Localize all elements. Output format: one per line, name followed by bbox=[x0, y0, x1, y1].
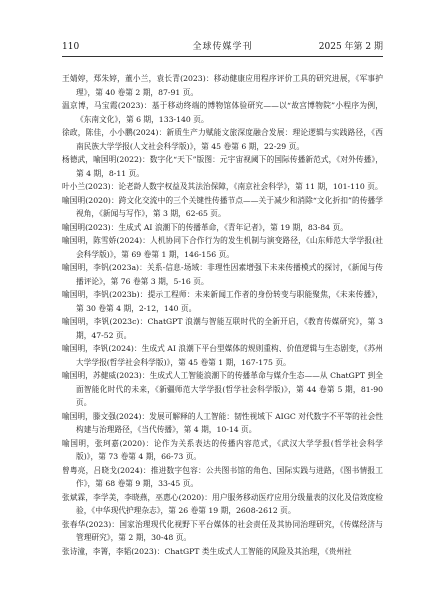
reference-entry: 喻国明，李钒(2023c)：ChatGPT 浪潮与智能互联时代的全新开启，《教育传媒研究》，第 3 期，47-52 页。 bbox=[62, 317, 383, 340]
reference-entry: 喻国明，李钒(2023b)：提示工程师：未来新闻工作者的身份转变与职能聚焦，《未来传播》，第 30 卷第 4 期，2-12，140 页。 bbox=[62, 290, 383, 313]
reference-entry: 杨德武，喻国明(2022)：数字化“天下”版图：元宇宙视阈下的国际传播新范式，《对外传播》，第 4 期，8-11 页。 bbox=[62, 155, 383, 178]
journal-title: 全球传媒学刊 bbox=[192, 42, 253, 52]
reference-entry: 喻国明，滕文强(2024)：发展可解释的人工智能：韧性视域下 AIGC 对代数字不平等的社会性构建与治理路径，《当代传播》，第 4 期，10-14 页。 bbox=[62, 411, 383, 434]
reference-entry: 王婧婷，郑朱婷，董小兰，袁长青(2023)：移动健康应用程序评价工具的研究进展，《军事护理》，第 40 卷第 2 期，87-91 页。 bbox=[62, 74, 383, 97]
reference-entry: 曾粤亮，吕晓戈(2024)：推进数字包容：公共图书馆的角色、国际实践与进路，《图书情报工作》，第 68 卷第 9 期，33-45 页。 bbox=[62, 465, 383, 488]
reference-entry: 喻国明(2023)：生成式 AI 浪潮下的传播革命，《青年记者》，第 19 期，83-84 页。 bbox=[62, 222, 348, 232]
issue-label: 2025 年第 2 期 bbox=[318, 42, 383, 52]
reference-entry: 徐政，陈佳，小小鹏(2024)：新质生产力赋能文旅深度融合发展：理论逻辑与实践路径，《西南民族大学学报(人文社会科学版)》，第 45 卷第 6 期，22-29 页。 bbox=[62, 128, 383, 151]
reference-entry: 喻国明，李钒(2024)：生成式 AI 浪潮下平台型媒体的规则重构、价值逻辑与生态剧变，《苏州大学学报(哲学社会科学版)》，第 45 卷第 1 期，167-175 页。 bbox=[62, 344, 383, 367]
reference-entry: 喻国明，李钒(2023a)：关系-信息-场域：非理性因素增强下未来传播模式的探讨，《新闻与传播评论》，第 76 卷第 3 期，5-16 页。 bbox=[62, 263, 383, 286]
reference-entry: 张斌霖，李学美，李晓燕，巫惠心(2020)：用户服务移动医疗应用分级量表的汉化及信效度检验，《中华现代护理杂志》，第 26 卷第 19 期，2608-2612 页。 bbox=[62, 492, 383, 515]
running-header bbox=[62, 40, 383, 57]
reference-list bbox=[62, 72, 383, 558]
page-number: 110 bbox=[62, 42, 80, 52]
reference-entry: 张春华(2023)：国家治理现代化视野下平台媒体的社会责任及其协同治理研究，《传媒经济与管理研究》，第 2 期，30-48 页。 bbox=[62, 519, 383, 542]
reference-entry: 张诗潼，李箐，李韬(2023)：ChatGPT 类生成式人工智能的风险及其治理，《贵州社 bbox=[62, 546, 352, 556]
reference-entry: 喻国明(2020)：跨文化交流中的三个关键性传播节点——关于减少和消除“文化折扣”的传播学视角，《新闻与写作》，第 3 期，62-65 页。 bbox=[62, 195, 383, 218]
reference-entry: 喻国明，苏健威(2023)：生成式人工智能浪潮下的传播革命与媒介生态——从 ChatGPT 到全面智能化时代的未来，《新疆师范大学学报(哲学社会科学版)》，第 44 卷第 5 期，81-90 页。 bbox=[62, 371, 383, 407]
reference-entry: 喻国明，陈雪娇(2024)：人机协同下合作行为的发生机制与演变路径，《山东师范大学学报(社会科学版)》，第 69 卷第 1 期，146-156 页。 bbox=[62, 236, 383, 259]
reference-entry: 喻国明，张珂嘉(2020)：论作为关系表达的传播内容范式，《武汉大学学报(哲学社会科学版)》，第 73 卷第 4 期，66-73 页。 bbox=[62, 438, 383, 461]
reference-entry: 温京博，马宝霞(2023)：基于移动终端的博物馆体验研究——以“故宫博物院”小程序为例，《东南文化》，第 6 期，133-140 页。 bbox=[62, 101, 383, 124]
reference-entry: 叶小兰(2023)：论老龄人数字权益及其法治保障，《南京社会科学》，第 11 期，101-110 页。 bbox=[62, 182, 383, 191]
